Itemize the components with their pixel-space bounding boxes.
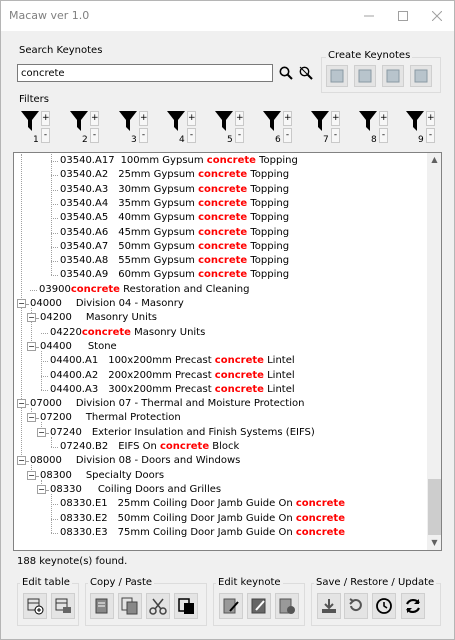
keynote-code: 03540.A2 [60, 169, 109, 181]
filter-minus-button[interactable]: - [187, 128, 196, 143]
collapse-toggle-icon[interactable]: − [28, 341, 35, 351]
funnel-icon[interactable] [214, 110, 234, 132]
search-icon [279, 66, 293, 80]
collapse-toggle-icon[interactable]: − [28, 470, 35, 480]
filter-plus-button[interactable]: + [283, 111, 292, 126]
filter-plus-button[interactable]: + [187, 111, 196, 126]
filter-2[interactable] [68, 109, 98, 145]
edit-keynote-button[interactable] [219, 593, 243, 619]
tree-keynote-item[interactable] [60, 168, 289, 182]
keynote-code: 07240.B2 [60, 441, 109, 452]
search-highlight: concrete [214, 355, 264, 367]
search-highlight: concrete [198, 169, 248, 181]
add-row-button[interactable] [23, 593, 47, 619]
keynote-code: 08330.E1 [60, 498, 108, 510]
tree-group-node[interactable] [40, 340, 117, 354]
search-highlight: concrete [70, 283, 120, 295]
tree-guide-line [51, 494, 52, 533]
add-keynote-icon [330, 69, 344, 83]
tree-connector-line [51, 447, 58, 448]
search-highlight: concrete [198, 212, 248, 224]
group-title: Division 07 - Thermal and Moisture Protection [75, 398, 305, 410]
keynote-text-post: Topping [247, 169, 290, 181]
group-title: Coiling Doors and Grilles [97, 483, 222, 495]
delete-row-button[interactable] [51, 593, 75, 619]
group-title: Division 04 - Masonry [75, 298, 184, 309]
search-keynotes-label: Search Keynotes [19, 45, 103, 56]
search-highlight: concrete [198, 255, 248, 267]
refresh-keynote-icon [414, 69, 428, 83]
scroll-thumb[interactable] [428, 479, 441, 535]
filter-minus-button[interactable]: - [331, 128, 340, 143]
maximize-icon [398, 11, 408, 21]
filter-minus-button[interactable]: - [90, 128, 99, 143]
create-keynote-button-1[interactable] [326, 65, 348, 87]
keynote-text-pre: 75mm Coiling Door Jamb Guide On [117, 526, 296, 538]
filter-plus-button[interactable]: + [379, 111, 388, 126]
filter-8[interactable] [357, 109, 387, 145]
scissors-icon [149, 597, 167, 615]
add-row-icon [26, 597, 44, 615]
tree-keynote-item[interactable] [60, 183, 289, 197]
search-highlight: concrete [198, 197, 248, 209]
tree-connector-line [51, 533, 58, 534]
filter-number: 2 [82, 135, 88, 145]
tree-connector-line [36, 318, 38, 319]
filter-9[interactable] [404, 109, 434, 145]
funnel-icon[interactable] [118, 110, 138, 132]
edit-table-label: Edit table [22, 577, 70, 588]
history-icon [375, 597, 393, 615]
keynote-code: 04400 [40, 340, 72, 352]
filter-4[interactable] [165, 109, 195, 145]
duplicate-icon [121, 597, 139, 615]
close-icon [432, 11, 442, 21]
group-title: Specialty Doors [85, 469, 165, 481]
copy-paste-label: Copy / Paste [90, 577, 153, 588]
keynote-code: 04200 [40, 312, 72, 324]
filter-plus-button[interactable]: + [426, 111, 435, 126]
tree-keynote-item[interactable] [60, 254, 289, 268]
keynote-description [118, 255, 289, 266]
keynote-text-pre: 100mm Gypsum [120, 155, 207, 166]
keynote-code: 08330 [50, 483, 82, 495]
keynote-code: 04220 [50, 326, 82, 338]
tree-connector-line [51, 190, 58, 191]
funnel-icon[interactable] [358, 110, 378, 132]
tree-guide-line [21, 154, 22, 304]
keynote-code: 03540.A6 [60, 226, 109, 238]
tree-keynote-item[interactable] [60, 211, 289, 225]
delete-row-icon [54, 597, 72, 615]
keynote-description [108, 355, 294, 366]
rename-keynote-button[interactable] [247, 593, 271, 619]
tree-keynote-item[interactable] [60, 240, 289, 254]
filter-minus-button[interactable]: - [426, 128, 435, 143]
group-title: Stone [87, 340, 117, 352]
keynote-text-pre: 50mm Coiling Door Jamb Guide On [117, 512, 296, 524]
paste-button[interactable] [174, 593, 198, 619]
collapse-toggle-icon[interactable]: − [28, 413, 35, 423]
tree-connector-line [36, 347, 38, 348]
keynote-text-pre: 45mm Gypsum [118, 226, 199, 238]
tree-guide-line [21, 304, 22, 461]
edit-doc-icon [222, 597, 240, 615]
status-text: 188 keynote(s) found. [17, 556, 128, 567]
keynote-text-pre: 50mm Gypsum [118, 240, 199, 252]
filter-minus-button[interactable]: - [139, 128, 148, 143]
save-restore-label: Save / Restore / Update [316, 577, 435, 588]
search-highlight: concrete [159, 441, 210, 452]
group-title: Thermal Protection [85, 412, 181, 424]
keynote-text-post: Masonry Units [130, 326, 206, 338]
group-title: Division 08 - Doors and Windows [75, 455, 241, 467]
keynote-text-pre: EIFS On [118, 441, 160, 452]
filter-plus-button[interactable]: + [139, 111, 148, 126]
tree-group-node[interactable] [40, 311, 157, 325]
refresh-icon [404, 597, 422, 615]
filter-5[interactable] [213, 109, 243, 145]
keynote-code: 03540.A5 [60, 212, 109, 224]
funnel-icon[interactable] [262, 110, 282, 132]
filter-plus-button[interactable]: + [235, 111, 244, 126]
keynote-description [118, 184, 289, 195]
keynote-description [118, 169, 289, 180]
keynote-code: 03540.A8 [60, 255, 109, 267]
tree-keynote-item[interactable] [39, 283, 249, 297]
settings-keynote-icon [386, 69, 400, 83]
search-highlight: concrete [81, 326, 131, 338]
keynote-code: 07000 [30, 398, 62, 410]
collapse-toggle-icon[interactable]: − [28, 313, 35, 323]
keynote-description [71, 284, 250, 295]
filter-plus-button[interactable]: + [331, 111, 340, 126]
save-button[interactable] [317, 593, 341, 619]
tree-connector-line [51, 175, 58, 176]
collapse-toggle-icon[interactable]: − [38, 427, 45, 437]
filter-number: 7 [323, 135, 329, 145]
keynote-description [118, 227, 289, 238]
keynote-text-post: Topping [247, 183, 290, 195]
keynote-code: 03540.A17 [60, 155, 115, 166]
tree-keynote-item[interactable] [60, 154, 298, 168]
funnel-icon[interactable] [405, 110, 425, 132]
scroll-up-arrow-icon[interactable]: ▲ [431, 155, 438, 164]
keynote-code: 03540.A3 [60, 183, 109, 195]
search-highlight: concrete [198, 240, 248, 252]
keynote-code: 07200 [40, 412, 72, 424]
keynote-code: 03900 [39, 283, 71, 295]
copy-icon [93, 597, 111, 615]
tree-connector-line [51, 247, 58, 248]
tree-guide-line [41, 351, 42, 390]
tree-connector-line [51, 204, 58, 205]
scroll-down-arrow-icon[interactable]: ▼ [431, 538, 438, 547]
tree-connector-line [41, 333, 48, 334]
tree-keynote-item[interactable] [50, 369, 295, 383]
tree-connector-line [46, 433, 48, 434]
keynote-text-pre: 25mm Gypsum [118, 169, 199, 181]
tree-connector-line [51, 218, 58, 219]
keynote-text-pre: 40mm Gypsum [118, 212, 199, 224]
keynote-text-post: Topping [247, 255, 290, 267]
keynote-code: 08330.E2 [60, 512, 108, 524]
maximize-button[interactable] [386, 1, 420, 31]
collapse-toggle-icon[interactable]: − [18, 299, 25, 308]
keynote-code: 08330.E3 [60, 526, 108, 538]
keynote-code: 03540.A4 [60, 197, 109, 209]
import-keynote-icon [358, 69, 372, 83]
filter-minus-button[interactable]: - [283, 128, 292, 143]
group-title: Masonry Units [85, 312, 158, 324]
tree-connector-line [51, 233, 58, 234]
close-button[interactable] [420, 1, 454, 31]
tree-connector-line [41, 376, 48, 377]
search-highlight: concrete [198, 226, 248, 238]
search-highlight: concrete [206, 155, 256, 166]
filter-number: 9 [418, 135, 424, 145]
minimize-button[interactable] [352, 1, 386, 31]
tree-group-node[interactable] [50, 426, 315, 440]
copy-button[interactable] [90, 593, 114, 619]
keynote-text-post: Topping [247, 212, 290, 224]
funnel-icon[interactable] [166, 110, 186, 132]
search-input[interactable] [17, 64, 273, 82]
keynote-code: 08300 [40, 469, 72, 481]
tree-connector-line [51, 504, 58, 505]
filter-minus-button[interactable]: - [235, 128, 244, 143]
filter-number: 4 [179, 135, 185, 145]
collapse-toggle-icon[interactable]: − [18, 456, 25, 466]
keynote-code: 08000 [30, 455, 62, 467]
funnel-icon[interactable] [69, 110, 89, 132]
tree-group-node[interactable] [40, 411, 181, 425]
keynote-code: 04400.A3 [50, 383, 99, 395]
filter-number: 5 [227, 135, 233, 145]
search-highlight: concrete [198, 269, 248, 281]
keynote-text-post: Topping [247, 226, 290, 238]
filter-7[interactable] [309, 109, 339, 145]
keynote-description [108, 384, 294, 395]
duplicate-button[interactable] [118, 593, 142, 619]
group-title: Exterior Insulation and Finish Systems (EIFS) [91, 426, 315, 438]
keynote-code: 03540.A9 [60, 269, 109, 281]
tree-connector-line [41, 361, 48, 362]
clear-search-icon [299, 66, 313, 80]
paste-icon [177, 597, 195, 615]
filter-minus-button[interactable]: - [379, 128, 388, 143]
keynote-text-post: Restoration and Cleaning [119, 283, 250, 295]
keynote-description [82, 327, 206, 338]
search-highlight: concrete [295, 512, 345, 524]
keynote-text-pre: 30mm Gypsum [118, 183, 199, 195]
create-keynote-button-4[interactable] [410, 65, 432, 87]
tree-group-node[interactable] [40, 469, 164, 483]
history-button[interactable] [372, 593, 396, 619]
keynote-text-post: Lintel [263, 369, 295, 381]
keynote-code: 03540.A7 [60, 240, 109, 252]
search-highlight: concrete [295, 526, 345, 538]
keynote-description [118, 527, 345, 538]
keynote-text-post: Topping [255, 155, 298, 166]
search-highlight: concrete [214, 383, 264, 395]
keynote-tree[interactable] [13, 152, 442, 551]
search-highlight: concrete [198, 183, 248, 195]
create-keynote-button-3[interactable] [382, 65, 404, 87]
tree-keynote-item[interactable] [60, 512, 345, 526]
keynote-description [118, 241, 289, 252]
keynote-text-pre: 35mm Gypsum [118, 197, 199, 209]
window-title: Macaw ver 1.0 [9, 9, 90, 22]
keynote-text-post: Lintel [263, 355, 295, 367]
clear-search-button[interactable] [297, 63, 315, 83]
filter-1[interactable] [19, 109, 49, 145]
tree-group-node[interactable] [30, 397, 304, 411]
tree-connector-line [36, 476, 38, 477]
tree-keynote-item[interactable] [50, 383, 295, 397]
keynote-text-pre: 60mm Gypsum [118, 269, 199, 281]
undo-icon [347, 597, 365, 615]
filter-number: 1 [33, 135, 39, 145]
keynote-text-post: Lintel [263, 383, 295, 395]
funnel-icon[interactable] [310, 110, 330, 132]
tree-keynote-item[interactable] [60, 268, 289, 282]
filter-number: 3 [131, 135, 137, 145]
keynote-code: 04400.A1 [50, 355, 99, 367]
keynote-code: 07240 [50, 426, 82, 438]
keynote-text-post: Topping [247, 197, 290, 209]
tree-connector-line [46, 490, 48, 491]
download-icon [320, 597, 338, 615]
keynote-description [118, 441, 239, 452]
keynote-code: 04400.A2 [50, 369, 99, 381]
keynote-description [118, 198, 289, 209]
keynote-text-post: Topping [247, 269, 290, 281]
tree-connector-line [26, 461, 28, 462]
keynote-description [121, 155, 298, 166]
keynote-text-pre: 55mm Gypsum [118, 255, 199, 267]
edit-keynote-label: Edit keynote [218, 577, 281, 588]
keynote-text-pre: 25mm Coiling Door Jamb Guide On [117, 498, 296, 510]
keynote-description [118, 513, 345, 524]
tree-connector-line [51, 519, 58, 520]
tree-connector-line [41, 390, 48, 391]
keynote-description [118, 269, 289, 280]
tree-connector-line [36, 418, 38, 419]
tree-group-node[interactable] [30, 297, 184, 311]
tree-guide-line [51, 154, 52, 275]
keynote-text-post: Topping [247, 240, 290, 252]
keynote-text-pre: 100x200mm Precast [108, 355, 215, 367]
tree-connector-line [51, 275, 58, 276]
doc-gear-icon [278, 597, 296, 615]
cut-button[interactable] [146, 593, 170, 619]
tree-connector-line [51, 161, 58, 162]
tree-keynote-item[interactable] [60, 197, 289, 211]
keynote-description [118, 498, 345, 509]
tree-group-node[interactable] [30, 454, 240, 468]
collapse-toggle-icon[interactable]: − [38, 484, 45, 494]
tree-keynote-item[interactable] [50, 354, 295, 368]
keynote-text-pre: 300x200mm Precast [108, 383, 215, 395]
tree-keynote-item[interactable] [60, 526, 345, 540]
keynote-text-post: Block [209, 441, 240, 452]
tree-keynote-item[interactable] [50, 326, 205, 340]
filter-number: 8 [371, 135, 377, 145]
minimize-icon [364, 11, 374, 21]
filter-plus-button[interactable]: + [41, 111, 50, 126]
create-keynotes-label: Create Keynotes [328, 50, 411, 61]
tree-connector-line [26, 304, 28, 305]
tree-group-node[interactable] [50, 483, 221, 497]
tree-keynote-item[interactable] [60, 497, 345, 511]
keynote-settings-button[interactable] [275, 593, 299, 619]
filter-plus-button[interactable]: + [90, 111, 99, 126]
filter-minus-button[interactable]: - [41, 128, 50, 143]
tree-scrollbar[interactable] [427, 153, 442, 550]
keynote-text-pre: 200x200mm Precast [108, 369, 215, 381]
tree-connector-line [26, 404, 28, 405]
funnel-icon[interactable] [20, 110, 40, 132]
tree-keynote-item[interactable] [60, 440, 239, 454]
search-button[interactable] [277, 63, 295, 83]
restore-button[interactable] [344, 593, 368, 619]
filter-3[interactable] [117, 109, 147, 145]
keynote-description [108, 370, 294, 381]
pencil-icon [250, 597, 268, 615]
filters-label: Filters [19, 94, 49, 105]
update-button[interactable] [401, 593, 425, 619]
tree-connector-line [51, 261, 58, 262]
title-bar [1, 1, 454, 31]
create-keynote-button-2[interactable] [354, 65, 376, 87]
collapse-toggle-icon[interactable]: − [18, 399, 25, 409]
filter-number: 6 [275, 135, 281, 145]
search-highlight: concrete [214, 369, 264, 381]
keynote-description [118, 212, 289, 223]
tree-connector-line [30, 290, 37, 291]
search-highlight: concrete [295, 498, 345, 510]
keynote-code: 04000 [30, 298, 62, 309]
filter-6[interactable] [261, 109, 291, 145]
tree-keynote-item[interactable] [60, 226, 289, 240]
